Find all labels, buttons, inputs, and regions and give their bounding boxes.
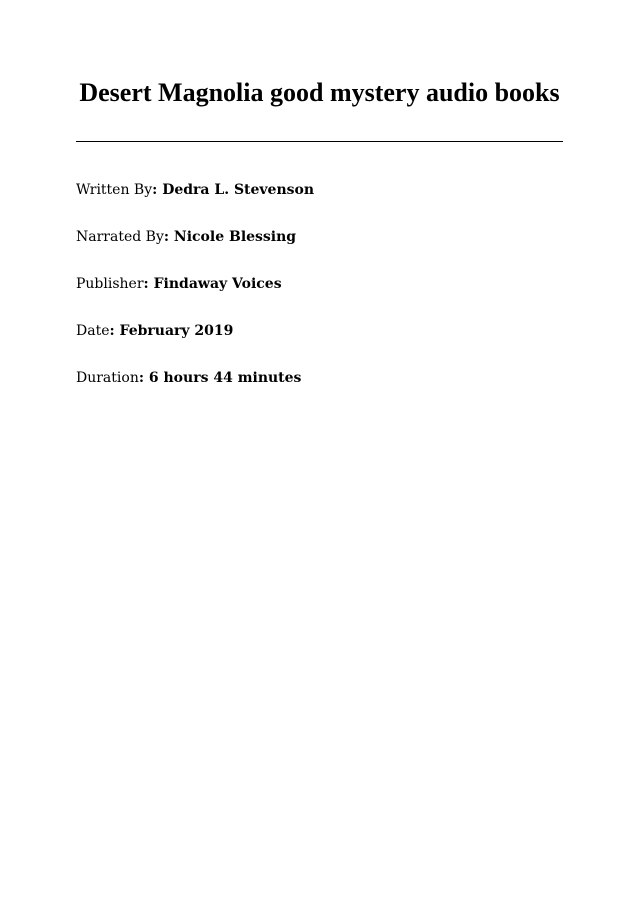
detail-value: February 2019: [119, 323, 234, 339]
detail-label: Written By: [76, 182, 153, 198]
detail-label: Publisher: [76, 276, 144, 292]
detail-publisher: [76, 272, 563, 296]
detail-label: Date: [76, 323, 110, 339]
detail-value: Nicole Blessing: [173, 229, 297, 245]
detail-value: Findaway Voices: [153, 276, 282, 292]
detail-value: 6 hours 44 minutes: [148, 370, 302, 386]
title-block: [76, 76, 563, 109]
detail-label: Duration: [76, 370, 139, 386]
detail-separator: :: [163, 229, 174, 245]
detail-written-by: [76, 178, 563, 202]
book-details: [76, 178, 563, 413]
detail-separator: :: [152, 182, 163, 198]
detail-duration: [76, 366, 563, 390]
detail-separator: :: [109, 323, 120, 339]
detail-date: [76, 319, 563, 343]
detail-separator: :: [138, 370, 149, 386]
page-title: Desert Magnolia good mystery audio books: [79, 78, 560, 107]
detail-separator: :: [143, 276, 154, 292]
detail-value: Dedra L. Stevenson: [162, 182, 315, 198]
detail-label: Narrated By: [76, 229, 164, 245]
title-underline: [76, 141, 563, 142]
detail-narrated-by: [76, 225, 563, 249]
